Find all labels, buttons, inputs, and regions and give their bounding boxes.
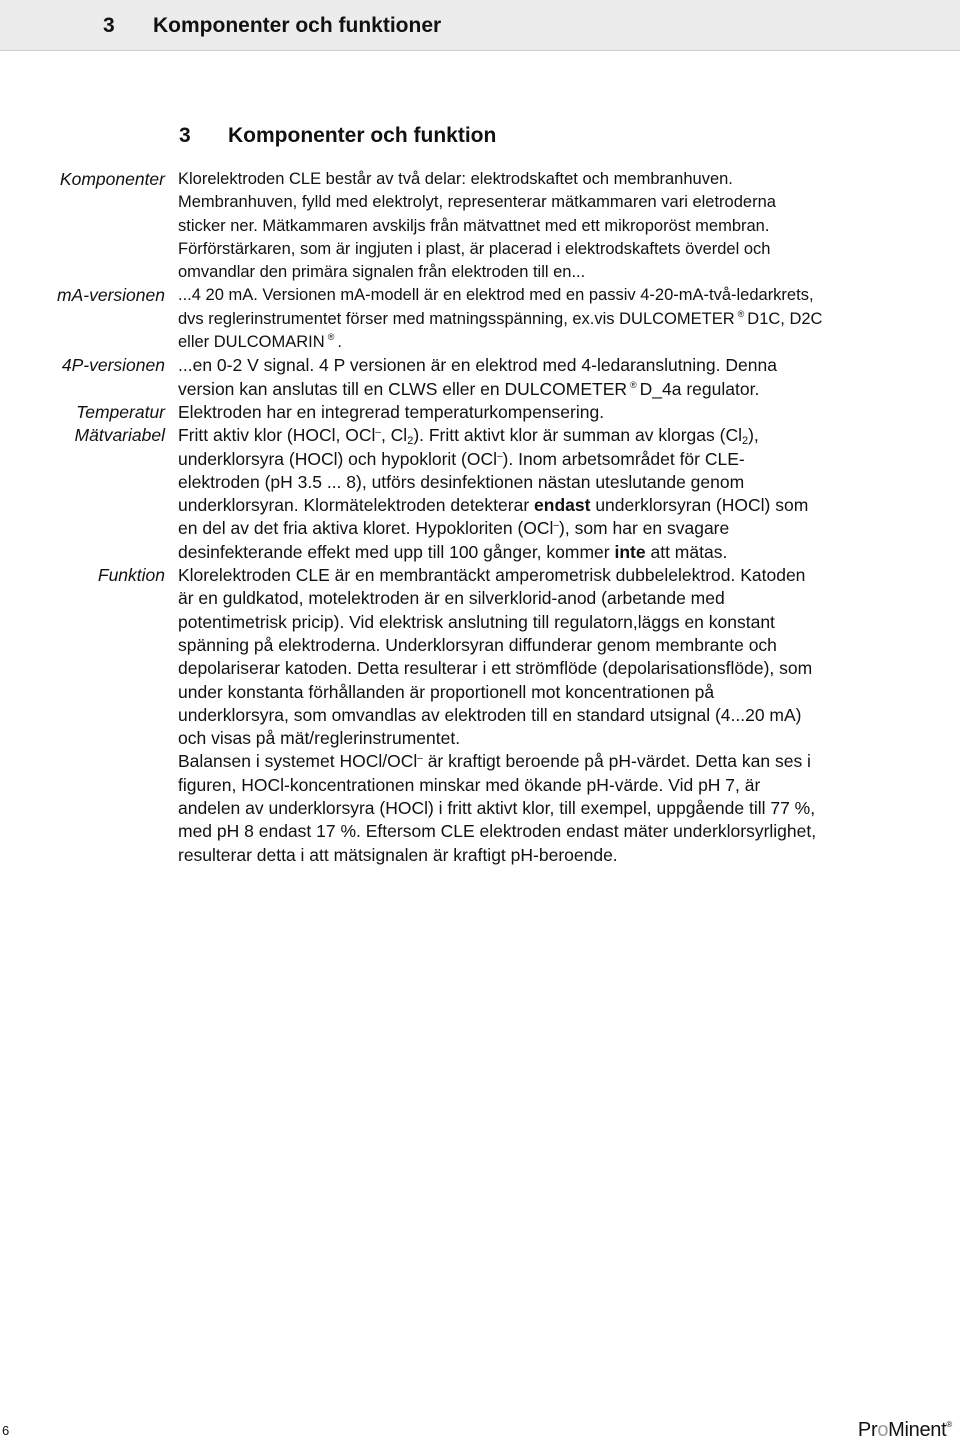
temperatur-text: Elektroden har en integrerad temperaturkompensering.	[178, 401, 605, 422]
chapter-number: 3	[103, 14, 115, 37]
registered-mark: ®	[327, 332, 335, 343]
komponenter-text	[178, 168, 823, 284]
emphasis: inte	[614, 541, 646, 562]
subscript: 2	[741, 435, 749, 448]
superscript: –	[375, 427, 381, 439]
p4-text-b: D_4a regulator.	[639, 378, 760, 399]
ma-text-b: D1C, D2C eller DULCOMARIN	[178, 309, 823, 352]
text: Fritt aktiv klor (HOCl, OCl	[178, 425, 376, 446]
komponenter-paragraph-2: Förförstärkaren, som är ingjuten i plast, är placerad i elektrodskaftets överdel och omvandlar den primära signalen från elektroden till en...	[178, 239, 771, 282]
ma-text	[178, 284, 823, 354]
funktion-row	[0, 564, 960, 867]
page-number: 6	[2, 1423, 10, 1438]
header-divider	[0, 50, 960, 51]
superscript: –	[553, 520, 560, 532]
matvariabel-label: Mätvariabel	[74, 425, 165, 446]
p4-label: 4P-versionen	[61, 355, 165, 376]
funktion-paragraph-2	[178, 750, 823, 866]
registered-mark: ®	[737, 308, 745, 319]
subscript: 2	[407, 435, 414, 448]
p4-row	[0, 354, 960, 401]
ma-text-a: ...4 20 mA. Versionen mA-modell är en elektrod med en passiv 4-20-mA-två-ledarkrets, dvs reglerinstrumentet förser med matningsspänning, ex.vis DULCOMETER	[178, 286, 814, 328]
logo-part: Pr	[857, 1419, 878, 1441]
text: ), som har en svagare desinfekterande effekt med upp till 100 gånger, kommer	[178, 518, 730, 562]
superscript: –	[417, 753, 423, 765]
temperatur-row	[0, 401, 960, 424]
funktion-paragraph-1: Klorelektroden CLE är en membrantäckt amperometrisk dubbelelektrod. Katoden är en guldkatod, motelektroden är en silverklorid-anod (arbetande med potentimetrisk pricip). Vid elektrisk anslutning till regulatorn,läggs en konstant spänning på elektroderna. Underklorsyran diffunderar genom membrante och depolariserar katoden. Detta resulterar i ett strömflöde (depolarisationsflöde), som under konstanta förhållanden är proportionell mot koncentrationen på underklorsyra, som omvandlas av elektroden till en standard utsignal (4...20 mA) och visas på mät/reglerinstrumentet.	[178, 565, 813, 749]
logo-part: o	[877, 1419, 889, 1441]
text: ). Fritt aktivt klor är summan av klorgas (Cl	[413, 425, 742, 446]
registered-mark: ®	[630, 379, 637, 390]
prominent-logo	[858, 1419, 952, 1442]
text: Balansen i systemet HOCl/OCl	[178, 751, 418, 772]
section-number: 3	[179, 124, 191, 147]
p4-text	[178, 354, 823, 401]
logo-part: Minent	[888, 1419, 947, 1441]
funktion-text	[178, 564, 823, 867]
komponenter-paragraph-1: Klorelektroden CLE består av två delar: elektrodskaftet och membranhuven. Membranhuven, fylld med elektrolyt, representerar mätkammaren vari eletroderna sticker ner. Mätkammaren avskiljs från mätvattnet med ett mikroporöst membran.	[178, 170, 776, 235]
section-title: Komponenter och funktion	[228, 124, 497, 147]
text: att mätas.	[650, 541, 728, 562]
ma-row	[0, 284, 960, 354]
ma-text-c: .	[337, 333, 342, 352]
ma-label: mA-versionen	[57, 285, 165, 306]
chapter-title: Komponenter och funktioner	[153, 14, 442, 37]
text: ), underklorsyra (HOCl) och hypoklorit (OCl	[178, 425, 759, 469]
text: är kraftigt beroende på pH-värdet. Detta kan ses i figuren, HOCl-koncentrationen minskar med ökande pH-värde. Vid pH 7, är andelen av underklorsyra (HOCl) i fritt aktivt klor, till exempel, uppgående till 77 %, med pH 8 endast 17 %. Eftersom CLE elektroden endast mäter underklorsyrlighet, resulterar detta i att mätsignalen är kraftigt pH-beroende.	[178, 751, 817, 865]
emphasis: endast	[534, 495, 591, 516]
funktion-label: Funktion	[97, 565, 165, 586]
komponenter-label: Komponenter	[59, 169, 165, 189]
p4-text-a: ...en 0-2 V signal. 4 P versionen är en elektrod med 4-ledaranslutning. Denna version kan anslutas till en CLWS eller en DULCOMETER	[178, 355, 777, 399]
chapter-header	[0, 0, 960, 50]
matvariabel-text	[178, 424, 823, 564]
temperatur-label: Temperatur	[76, 401, 165, 422]
komponenter-row	[0, 168, 960, 284]
matvariabel-row	[0, 424, 960, 564]
content	[0, 168, 960, 867]
text: , Cl	[380, 425, 408, 446]
superscript: –	[496, 450, 503, 462]
text: underklorsyran (HOCl) som en del av det fria aktiva kloret. Hypokloriten (OCl	[178, 495, 809, 539]
registered-mark: ®	[946, 1420, 952, 1429]
text: ). Inom arbetsområdet för CLE-elektroden (pH 3.5 ... 8), utförs desinfektionen nästan uteslutande genom underklorsyran. Klormätelektroden detekterar	[178, 448, 745, 516]
